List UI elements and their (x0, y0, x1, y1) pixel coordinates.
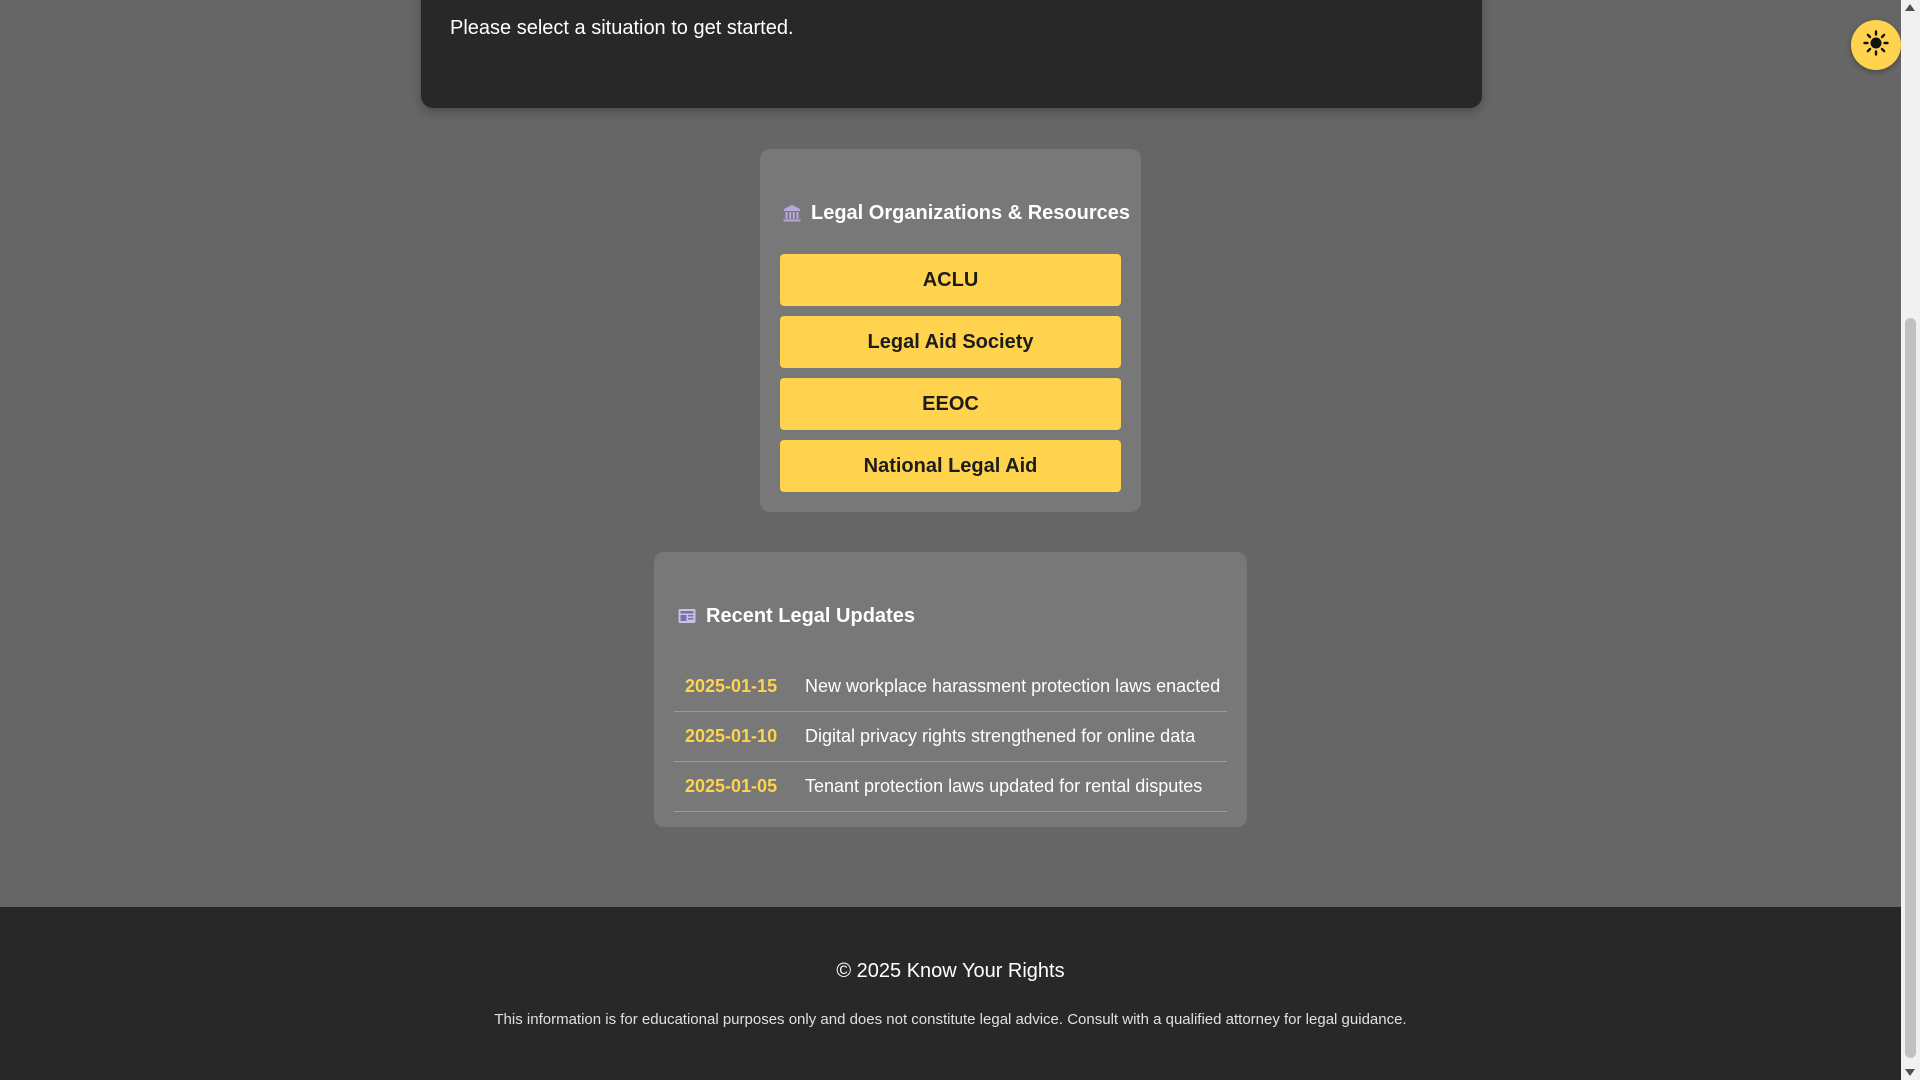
theme-toggle-button[interactable] (1851, 20, 1901, 70)
update-date: 2025-01-05 (685, 776, 778, 796)
scroll-up-arrow-icon[interactable] (1905, 4, 1915, 11)
footer-disclaimer: This information is for educational purposes only and does not constitute legal advice. Consult with a qualified attorney for legal guidance. (494, 1011, 1407, 1028)
updates-panel (654, 552, 1247, 827)
newspaper-icon (677, 606, 697, 626)
organizations-title: Legal Organizations & Resources (811, 202, 1130, 224)
intro-card (421, 0, 1482, 108)
updates-list (674, 662, 1227, 812)
vertical-scrollbar[interactable] (1901, 0, 1920, 1080)
update-text: Tenant protection laws updated for rental disputes (805, 776, 1203, 796)
update-date: 2025-01-10 (685, 726, 778, 746)
footer (0, 907, 1901, 1080)
org-button-legal-aid-society[interactable]: Legal Aid Society (780, 316, 1121, 368)
org-button-eeoc[interactable]: EEOC (780, 378, 1121, 430)
list-item (674, 762, 1227, 812)
list-item (674, 662, 1227, 712)
org-button-aclu[interactable]: ACLU (780, 254, 1121, 306)
sun-icon (1862, 29, 1890, 62)
organizations-heading (782, 199, 1130, 227)
list-item (674, 712, 1227, 762)
org-button-national-legal-aid[interactable]: National Legal Aid (780, 440, 1121, 492)
updates-title: Recent Legal Updates (706, 605, 915, 627)
scrollbar-thumb[interactable] (1905, 318, 1916, 1058)
update-date: 2025-01-15 (685, 676, 778, 696)
organizations-panel (760, 149, 1141, 512)
update-text: Digital privacy rights strengthened for online data (805, 726, 1196, 746)
updates-heading (677, 602, 915, 630)
footer-copyright: © 2025 Know Your Rights (836, 960, 1065, 982)
institution-icon (782, 203, 802, 223)
intro-message: Please select a situation to get started. (450, 17, 794, 39)
update-text: New workplace harassment protection laws enacted (805, 676, 1221, 696)
scroll-down-arrow-icon[interactable] (1905, 1069, 1915, 1076)
